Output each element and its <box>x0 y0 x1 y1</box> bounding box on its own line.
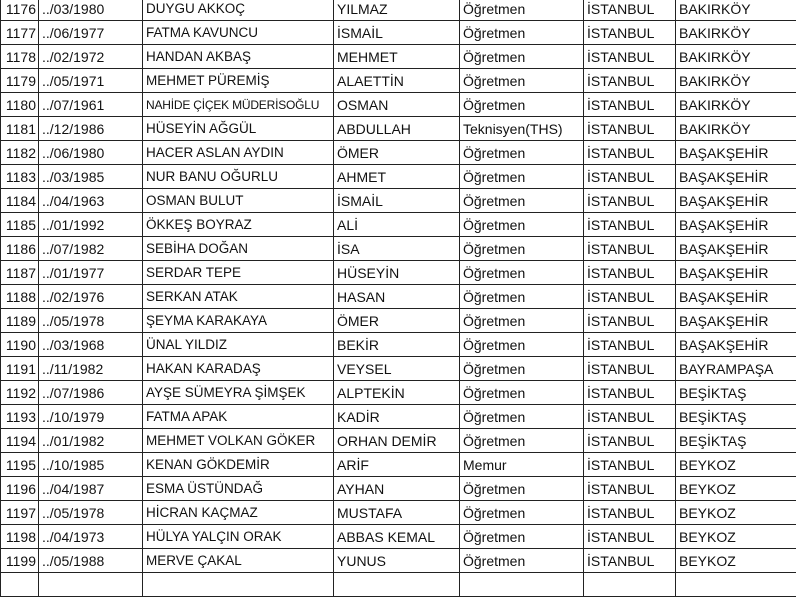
title-cell: Öğretmen <box>460 405 584 429</box>
district-cell: BEŞİKTAŞ <box>676 429 796 453</box>
city-cell: İSTANBUL <box>584 405 676 429</box>
full-name-cell: ÜNAL YILDIZ <box>143 333 334 357</box>
title-cell: Öğretmen <box>460 429 584 453</box>
row-number-cell: 1176 <box>1 0 39 21</box>
district-cell: BAŞAKŞEHİR <box>676 333 796 357</box>
full-name-cell: HACER ASLAN AYDIN <box>143 141 334 165</box>
district-cell: BAŞAKŞEHİR <box>676 165 796 189</box>
birth-date-cell: ../05/1971 <box>39 69 143 93</box>
city-cell: İSTANBUL <box>584 189 676 213</box>
father-name-cell: VEYSEL <box>334 357 460 381</box>
table-row <box>1 69 796 93</box>
birth-date-cell: ../06/1980 <box>39 141 143 165</box>
full-name-cell: FATMA APAK <box>143 405 334 429</box>
father-name-cell: ABDULLAH <box>334 117 460 141</box>
father-name-cell: HASAN <box>334 285 460 309</box>
cutoff-cell <box>143 573 334 597</box>
city-cell: İSTANBUL <box>584 381 676 405</box>
birth-date-cell: ../07/1982 <box>39 237 143 261</box>
district-cell: BAŞAKŞEHİR <box>676 309 796 333</box>
birth-date-cell: ../01/1992 <box>39 213 143 237</box>
row-number-cell: 1190 <box>1 333 39 357</box>
row-number-cell: 1184 <box>1 189 39 213</box>
table-row <box>1 357 796 381</box>
city-cell: İSTANBUL <box>584 549 676 573</box>
city-cell: İSTANBUL <box>584 45 676 69</box>
full-name-cell: ŞEYMA KARAKAYA <box>143 309 334 333</box>
city-cell: İSTANBUL <box>584 525 676 549</box>
father-name-cell: AHMET <box>334 165 460 189</box>
row-number-cell: 1185 <box>1 213 39 237</box>
row-number-cell: 1183 <box>1 165 39 189</box>
row-number-cell: 1182 <box>1 141 39 165</box>
title-cell: Öğretmen <box>460 333 584 357</box>
city-cell: İSTANBUL <box>584 213 676 237</box>
full-name-cell: ÖKKEŞ BOYRAZ <box>143 213 334 237</box>
birth-date-cell: ../05/1978 <box>39 309 143 333</box>
cutoff-cell <box>676 573 796 597</box>
table-row <box>1 45 796 69</box>
table-row <box>1 333 796 357</box>
table-row <box>1 21 796 45</box>
full-name-cell: HÜLYA YALÇIN ORAK <box>143 525 334 549</box>
full-name-cell: MEHMET VOLKAN GÖKER <box>143 429 334 453</box>
title-cell: Öğretmen <box>460 213 584 237</box>
father-name-cell: ÖMER <box>334 309 460 333</box>
title-cell: Teknisyen(THS) <box>460 117 584 141</box>
table-row <box>1 309 796 333</box>
birth-date-cell: ../01/1977 <box>39 261 143 285</box>
birth-date-cell: ../06/1977 <box>39 21 143 45</box>
table-row <box>1 525 796 549</box>
district-cell: BAŞAKŞEHİR <box>676 237 796 261</box>
title-cell: Öğretmen <box>460 381 584 405</box>
district-cell: BAKIRKÖY <box>676 45 796 69</box>
father-name-cell: MEHMET <box>334 45 460 69</box>
full-name-cell: HAKAN KARADAŞ <box>143 357 334 381</box>
district-cell: BAYRAMPAŞA <box>676 357 796 381</box>
district-cell: BEYKOZ <box>676 549 796 573</box>
full-name-cell: HİCRAN KAÇMAZ <box>143 501 334 525</box>
cutoff-cell <box>460 573 584 597</box>
full-name-cell: SERDAR TEPE <box>143 261 334 285</box>
cutoff-cell <box>334 573 460 597</box>
title-cell: Öğretmen <box>460 549 584 573</box>
father-name-cell: ARİF <box>334 453 460 477</box>
city-cell: İSTANBUL <box>584 117 676 141</box>
father-name-cell: HÜSEYİN <box>334 261 460 285</box>
father-name-cell: İSMAİL <box>334 21 460 45</box>
city-cell: İSTANBUL <box>584 429 676 453</box>
birth-date-cell: ../04/1963 <box>39 189 143 213</box>
row-number-cell: 1195 <box>1 453 39 477</box>
district-cell: BAŞAKŞEHİR <box>676 189 796 213</box>
full-name-cell: AYŞE SÜMEYRA ŞİMŞEK <box>143 381 334 405</box>
father-name-cell: İSA <box>334 237 460 261</box>
district-cell: BEYKOZ <box>676 453 796 477</box>
row-number-cell: 1178 <box>1 45 39 69</box>
table-row <box>1 189 796 213</box>
row-number-cell: 1199 <box>1 549 39 573</box>
title-cell: Öğretmen <box>460 501 584 525</box>
table-row <box>1 453 796 477</box>
city-cell: İSTANBUL <box>584 357 676 381</box>
full-name-cell: HANDAN AKBAŞ <box>143 45 334 69</box>
title-cell: Memur <box>460 453 584 477</box>
city-cell: İSTANBUL <box>584 93 676 117</box>
full-name-cell: MEHMET PÜREMİŞ <box>143 69 334 93</box>
table-row <box>1 429 796 453</box>
row-number-cell: 1192 <box>1 381 39 405</box>
table-row <box>1 0 796 21</box>
title-cell: Öğretmen <box>460 261 584 285</box>
district-cell: BAKIRKÖY <box>676 93 796 117</box>
city-cell: İSTANBUL <box>584 477 676 501</box>
full-name-cell: NAHİDE ÇİÇEK MÜDERİSOĞLU <box>143 93 334 117</box>
birth-date-cell: ../10/1985 <box>39 453 143 477</box>
row-number-cell: 1189 <box>1 309 39 333</box>
birth-date-cell: ../11/1982 <box>39 357 143 381</box>
birth-date-cell: ../03/1985 <box>39 165 143 189</box>
city-cell: İSTANBUL <box>584 501 676 525</box>
birth-date-cell: ../03/1968 <box>39 333 143 357</box>
district-cell: BAKIRKÖY <box>676 0 796 21</box>
city-cell: İSTANBUL <box>584 285 676 309</box>
title-cell: Öğretmen <box>460 309 584 333</box>
district-cell: BEYKOZ <box>676 525 796 549</box>
row-number-cell: 1188 <box>1 285 39 309</box>
table-row <box>1 381 796 405</box>
title-cell: Öğretmen <box>460 237 584 261</box>
title-cell: Öğretmen <box>460 21 584 45</box>
cutoff-cell <box>1 573 39 597</box>
district-cell: BEYKOZ <box>676 477 796 501</box>
birth-date-cell: ../07/1986 <box>39 381 143 405</box>
row-number-cell: 1187 <box>1 261 39 285</box>
father-name-cell: ÖMER <box>334 141 460 165</box>
birth-date-cell: ../05/1988 <box>39 549 143 573</box>
title-cell: Öğretmen <box>460 45 584 69</box>
district-cell: BEYKOZ <box>676 501 796 525</box>
table-row <box>1 285 796 309</box>
father-name-cell: OSMAN <box>334 93 460 117</box>
table-row <box>1 165 796 189</box>
city-cell: İSTANBUL <box>584 69 676 93</box>
title-cell: Öğretmen <box>460 69 584 93</box>
row-number-cell: 1191 <box>1 357 39 381</box>
table-row <box>1 117 796 141</box>
district-cell: BEŞİKTAŞ <box>676 381 796 405</box>
table-body <box>1 0 796 597</box>
table-row <box>1 549 796 573</box>
father-name-cell: İSMAİL <box>334 189 460 213</box>
district-cell: BAŞAKŞEHİR <box>676 141 796 165</box>
city-cell: İSTANBUL <box>584 0 676 21</box>
row-number-cell: 1197 <box>1 501 39 525</box>
city-cell: İSTANBUL <box>584 141 676 165</box>
city-cell: İSTANBUL <box>584 453 676 477</box>
title-cell: Öğretmen <box>460 189 584 213</box>
birth-date-cell: ../02/1972 <box>39 45 143 69</box>
city-cell: İSTANBUL <box>584 261 676 285</box>
birth-date-cell: ../03/1980 <box>39 0 143 21</box>
birth-date-cell: ../12/1986 <box>39 117 143 141</box>
father-name-cell: MUSTAFA <box>334 501 460 525</box>
district-cell: BAKIRKÖY <box>676 117 796 141</box>
title-cell: Öğretmen <box>460 357 584 381</box>
full-name-cell: SEBİHA DOĞAN <box>143 237 334 261</box>
row-number-cell: 1193 <box>1 405 39 429</box>
district-cell: BAŞAKŞEHİR <box>676 285 796 309</box>
birth-date-cell: ../01/1982 <box>39 429 143 453</box>
row-number-cell: 1181 <box>1 117 39 141</box>
father-name-cell: KADİR <box>334 405 460 429</box>
title-cell: Öğretmen <box>460 93 584 117</box>
table-row <box>1 501 796 525</box>
full-name-cell: MERVE ÇAKAL <box>143 549 334 573</box>
father-name-cell: ALİ <box>334 213 460 237</box>
father-name-cell: ALPTEKİN <box>334 381 460 405</box>
city-cell: İSTANBUL <box>584 21 676 45</box>
father-name-cell: ABBAS KEMAL <box>334 525 460 549</box>
district-cell: BEŞİKTAŞ <box>676 405 796 429</box>
row-number-cell: 1194 <box>1 429 39 453</box>
city-cell: İSTANBUL <box>584 309 676 333</box>
full-name-cell: SERKAN ATAK <box>143 285 334 309</box>
city-cell: İSTANBUL <box>584 237 676 261</box>
table-row <box>1 477 796 501</box>
birth-date-cell: ../02/1976 <box>39 285 143 309</box>
father-name-cell: YUNUS <box>334 549 460 573</box>
table-row <box>1 237 796 261</box>
city-cell: İSTANBUL <box>584 333 676 357</box>
row-number-cell: 1177 <box>1 21 39 45</box>
father-name-cell: ORHAN DEMİR <box>334 429 460 453</box>
father-name-cell: BEKİR <box>334 333 460 357</box>
birth-date-cell: ../04/1973 <box>39 525 143 549</box>
full-name-cell: FATMA KAVUNCU <box>143 21 334 45</box>
table-row <box>1 261 796 285</box>
row-number-cell: 1198 <box>1 525 39 549</box>
cutoff-cell <box>584 573 676 597</box>
full-name-cell: NUR BANU OĞURLU <box>143 165 334 189</box>
row-number-cell: 1196 <box>1 477 39 501</box>
row-number-cell: 1186 <box>1 237 39 261</box>
row-number-cell: 1179 <box>1 69 39 93</box>
cutoff-cell <box>39 573 143 597</box>
title-cell: Öğretmen <box>460 477 584 501</box>
district-cell: BAŞAKŞEHİR <box>676 213 796 237</box>
title-cell: Öğretmen <box>460 165 584 189</box>
birth-date-cell: ../04/1987 <box>39 477 143 501</box>
full-name-cell: ESMA ÜSTÜNDAĞ <box>143 477 334 501</box>
district-cell: BAKIRKÖY <box>676 21 796 45</box>
full-name-cell: KENAN GÖKDEMİR <box>143 453 334 477</box>
full-name-cell: HÜSEYİN AĞGÜL <box>143 117 334 141</box>
city-cell: İSTANBUL <box>584 165 676 189</box>
table-row <box>1 213 796 237</box>
title-cell: Öğretmen <box>460 0 584 21</box>
title-cell: Öğretmen <box>460 285 584 309</box>
birth-date-cell: ../07/1961 <box>39 93 143 117</box>
district-cell: BAŞAKŞEHİR <box>676 261 796 285</box>
row-number-cell: 1180 <box>1 93 39 117</box>
district-cell: BAKIRKÖY <box>676 69 796 93</box>
table-row <box>1 141 796 165</box>
full-name-cell: OSMAN BULUT <box>143 189 334 213</box>
father-name-cell: ALAETTİN <box>334 69 460 93</box>
title-cell: Öğretmen <box>460 525 584 549</box>
table-row <box>1 405 796 429</box>
table-row <box>1 93 796 117</box>
full-name-cell: DUYGU AKKOÇ <box>143 0 334 21</box>
title-cell: Öğretmen <box>460 141 584 165</box>
father-name-cell: AYHAN <box>334 477 460 501</box>
table-row-cutoff <box>1 573 796 597</box>
birth-date-cell: ../05/1978 <box>39 501 143 525</box>
birth-date-cell: ../10/1979 <box>39 405 143 429</box>
father-name-cell: YILMAZ <box>334 0 460 21</box>
